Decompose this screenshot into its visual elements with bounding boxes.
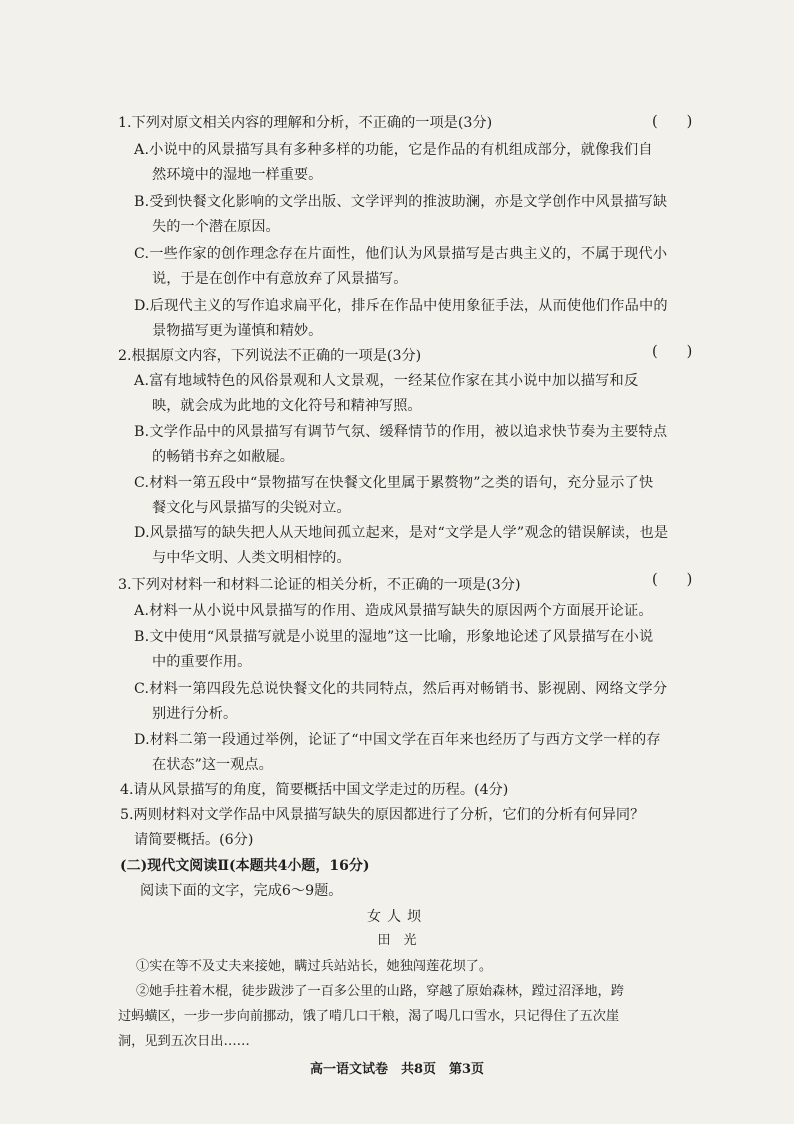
story-paragraph-2-line2: 过蚂蟥区，一步一步向前挪动，饿了啃几口干粮，渴了喝几口雪水，只记得住了五次崖	[118, 1009, 620, 1024]
story-title: 女人坝	[367, 909, 427, 925]
question-2-option-d-line1: D.风景描写的缺失把人从天地间孤立起来，是对“文学是人学”观念的错误解读，也是	[134, 525, 669, 541]
question-2-option-a-line1: A.富有地域特色的风俗景观和人文景观，一经某位作家在其小说中加以描写和反	[134, 373, 639, 389]
question-3-option-b-line1: B.文中使用“风景描写就是小说里的湿地”这一比喻，形象地论述了风景描写在小说	[134, 629, 654, 645]
question-2-answer-blank: ( )	[652, 344, 693, 360]
question-3-answer-blank: ( )	[652, 572, 693, 588]
question-3-option-c-line2: 别进行分析。	[152, 706, 238, 722]
question-3-option-a-line1: A.材料一从小说中风景描写的作用、造成风景描写缺失的原因两个方面展开论证。	[134, 603, 653, 619]
question-4-stem: 4.请从风景描写的角度，简要概括中国文学走过的历程。(4分)	[120, 782, 509, 798]
question-3-option-d-line1: D.材料二第一段通过举例，论证了“中国文学在百年来也经历了与西方文学一样的存	[134, 732, 661, 748]
question-1-option-a-line2: 然环境中的湿地一样重要。	[152, 167, 323, 183]
question-1-option-c-line1: C.一些作家的创作理念存在片面性，他们认为风景描写是古典主义的，不属于现代小	[134, 246, 668, 262]
story-paragraph-1: ①实在等不及丈夫来接她，瞒过兵站站长，她独闯莲花坝了。	[136, 959, 493, 974]
question-2-option-a-line2: 映，就会成为此地的文化符号和精神写照。	[152, 398, 422, 414]
section-2-instruction: 阅读下面的文字，完成6～9题。	[140, 883, 343, 899]
question-3-option-d-line2: 在状态”这一观点。	[152, 757, 273, 773]
question-2-stem: 2.根据原文内容，下列说法不正确的一项是(3分)	[118, 348, 422, 364]
page-footer: 高一语文试卷 共8页 第3页	[309, 1062, 485, 1077]
question-5-stem-line1: 5.两则材料对文学作品中风景描写缺失的原因都进行了分析，它们的分析有何异同？	[120, 807, 645, 823]
story-paragraph-2-line3: 洞，见到五次日出……	[118, 1034, 250, 1049]
question-1-option-a-line1: A.小说中的风景描写具有多种多样的功能，它是作品的有机组成部分，就像我们自	[134, 142, 653, 158]
question-1-answer-blank: ( )	[652, 114, 693, 130]
question-2-option-b-line1: B.文学作品中的风景描写有调节气氛、缓释情节的作用，被以追求快节奏为主要特点	[134, 424, 668, 440]
question-1-option-b-line2: 失的一个潜在原因。	[152, 219, 280, 235]
story-paragraph-2-line1: ②她手拄着木棍，徒步跋涉了一百多公里的山路，穿越了原始森林，蹚过沼泽地，跨	[136, 984, 624, 999]
story-author: 田 光	[377, 933, 417, 948]
question-1-option-b-line1: B.受到快餐文化影响的文学出版、文学评判的推波助澜，亦是文学创作中风景描写缺	[134, 194, 668, 210]
question-2-option-c-line1: C.材料一第五段中“景物描写在快餐文化里属于累赘物”之类的语句，充分显示了快	[134, 475, 654, 491]
question-1-option-d-line1: D.后现代主义的写作追求扁平化，排斥在作品中使用象征手法，从而使他们作品中的	[134, 298, 668, 314]
question-2-option-d-line2: 与中华文明、人类文明相悖的。	[152, 550, 351, 566]
question-3-option-b-line2: 中的重要作用。	[152, 654, 252, 670]
question-1-stem: 1.下列对原文相关内容的理解和分析，不正确的一项是(3分)	[118, 115, 493, 131]
section-2-heading: (二)现代文阅读Ⅱ(本题共4小题，16分)	[120, 858, 370, 874]
question-5-stem-line2: 请简要概括。(6分)	[134, 832, 254, 848]
question-3-stem: 3.下列对材料一和材料二论证的相关分析，不正确的一项是(3分)	[118, 577, 521, 593]
question-2-option-c-line2: 餐文化与风景描写的尖锐对立。	[152, 500, 351, 516]
question-2-option-b-line2: 的畅销书弃之如敝屣。	[152, 449, 294, 465]
question-3-option-c-line1: C.材料一第四段先总说快餐文化的共同特点，然后再对畅销书、影视剧、网络文学分	[134, 681, 668, 697]
question-1-option-c-line2: 说，于是在创作中有意放弃了风景描写。	[152, 271, 408, 287]
question-1-option-d-line2: 景物描写更为谨慎和精妙。	[152, 323, 323, 339]
